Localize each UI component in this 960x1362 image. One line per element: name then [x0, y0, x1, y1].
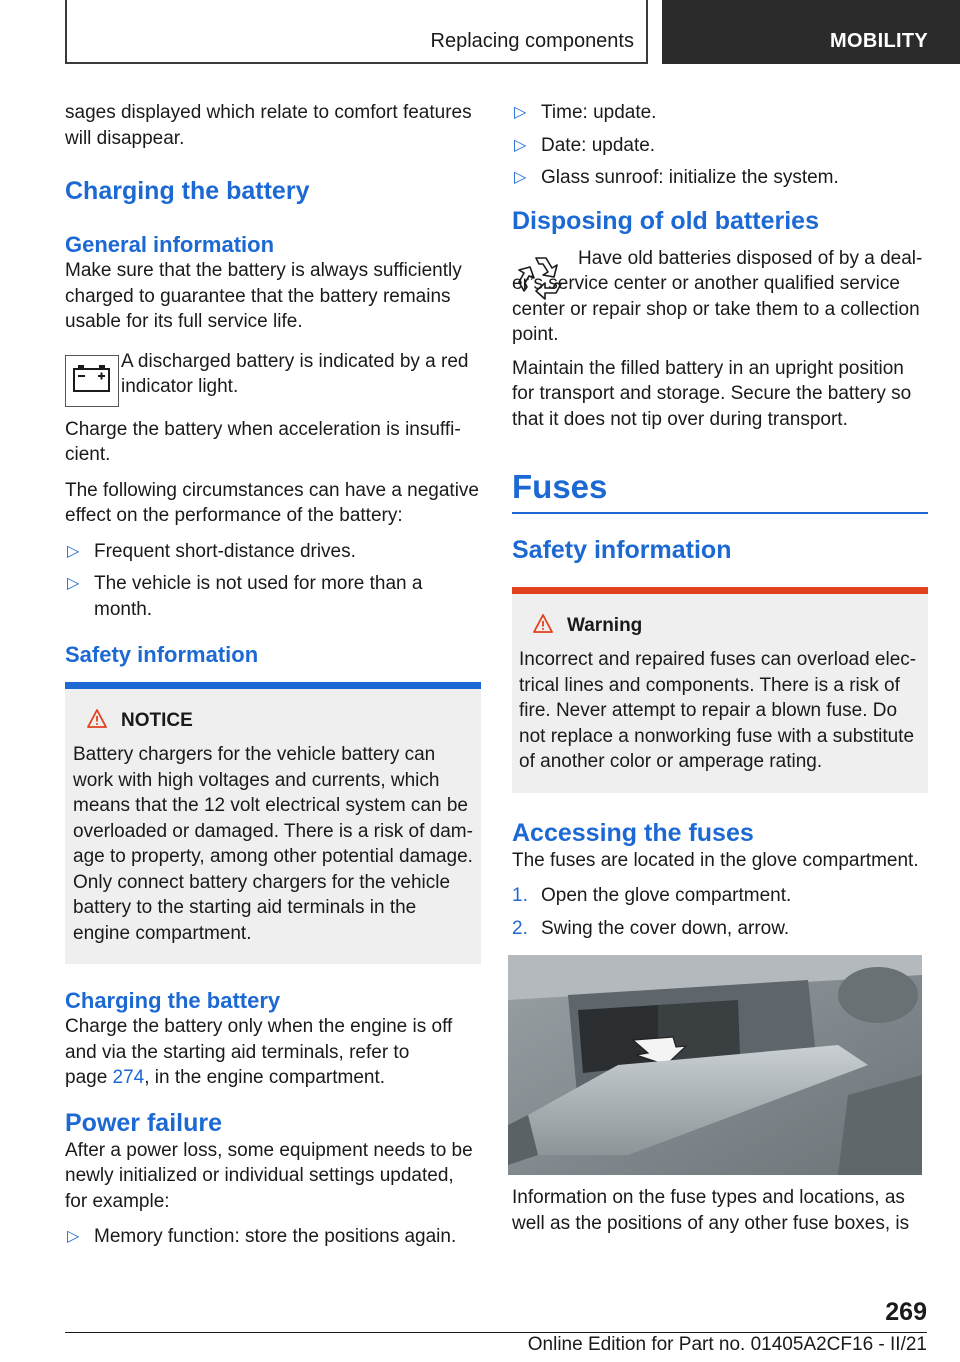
circumstances-list [65, 539, 481, 623]
list-item: ▷ Glass sunroof: initialize the system. [512, 165, 928, 191]
heading-safety-information-fuses: Safety information [512, 536, 732, 564]
heading-disposing: Disposing of old batteries [512, 206, 819, 235]
list-item: ▷ Memory function: store the positions again. [65, 1224, 481, 1250]
chapter-tab: MOBILITY [662, 0, 960, 64]
notice-box [65, 689, 481, 964]
footer-divider [65, 1332, 862, 1333]
triangle-bullet-icon: ▷ [67, 542, 80, 560]
warning-text: Incorrect and repaired fuses can overload electrical lines and components. There is a risk of fire. Never attempt to repair a blown fuse. Do not replace a nonworking fuse with a substitute of another color or amperage rating. [519, 649, 917, 772]
maintain-text: Maintain the filled battery in an upright position for transport and storage. Secure the battery so that it does not tip over during transport. [512, 357, 912, 430]
list-item: 2. Swing the cover down, arrow. [512, 917, 790, 939]
indicator-text: A discharged battery is indicated by a red indicator light. [121, 350, 469, 397]
triangle-bullet-icon: ▷ [67, 575, 80, 592]
dispose-paragraph [512, 246, 928, 348]
triangle-bullet-icon: ▷ [514, 136, 527, 154]
list-item: ▷ The vehicle is not used for more than a month. [67, 573, 423, 620]
footer-divider-right [862, 1332, 927, 1333]
notice-bar [65, 682, 481, 689]
steps-list [512, 883, 928, 941]
heading-general-information: General information [65, 232, 275, 257]
warning-bar [512, 587, 928, 594]
right-column [512, 100, 928, 1246]
notice-title: NOTICE [121, 710, 193, 731]
recycle-icon [512, 248, 572, 308]
section-title: Replacing components [65, 0, 648, 64]
warning-box [512, 594, 928, 793]
notice-text: Battery chargers for the vehicle battery can work with high voltages and currents, which means that the 12 volt electrical system can be overloaded or damaged. There is a risk of damage to property, among other potential damage. Only connect battery chargers for the vehicle battery to the starting aid terminals in the engine compartment. [73, 744, 473, 944]
list-item: ▷ Frequent short-distance drives. [65, 539, 481, 565]
heading-fuses: Fuses [512, 468, 928, 514]
list-item: ▷ Time: update. [512, 100, 928, 126]
glove-compartment-image [508, 955, 928, 1175]
list-item: 1. Open the glove compartment. [512, 885, 792, 906]
page-number: 269 [885, 1298, 927, 1326]
power-list-continued [512, 100, 928, 191]
warning-triangle-icon [87, 709, 109, 734]
edition-text: Online Edition for Part no. 01405A2CF16 - II/21 [527, 1334, 927, 1355]
page-link[interactable]: 274 [112, 1067, 145, 1088]
circumstances-text: The following circumstances can have a negative effect on the performance of the battery: [65, 479, 480, 526]
battery-icon [65, 355, 119, 407]
heading-power-failure: Power failure [65, 1108, 222, 1137]
accessing-text: The fuses are located in the glove compartment. [512, 849, 919, 871]
left-column [65, 100, 481, 1258]
list-item: ▷ Date: update. [512, 133, 928, 159]
warning-triangle-icon [533, 614, 555, 639]
fuse-info-text: Information on the fuse types and locations, as well as the positions of any other fuse boxes, is [512, 1187, 910, 1234]
heading-accessing-fuses: Accessing the fuses [512, 818, 754, 847]
heading-charging-battery: Charging the battery [65, 177, 310, 205]
page-header [0, 0, 960, 66]
dispose-text: Have old batteries disposed of by a dealer’s service center or another qualified service center or repair shop or take them to a collection point. [512, 247, 923, 345]
charge-when-text: Charge the battery when acceleration is insufficient. [65, 418, 461, 465]
indicator-note [65, 349, 481, 405]
triangle-bullet-icon: ▷ [67, 1228, 80, 1245]
power-text: After a power loss, some equipment needs to be newly initialized or individual settings updated, for example: [65, 1139, 473, 1212]
warning-title: Warning [567, 615, 643, 636]
power-list [65, 1224, 481, 1250]
heading-charging-battery-2: Charging the battery [65, 988, 281, 1013]
intro-text: sages displayed which relate to comfort features will disappear. [65, 102, 472, 149]
triangle-bullet-icon: ▷ [514, 104, 527, 121]
charge-instructions: Charge the battery only when the engine is off and via the starting aid terminals, refer to page 274, in the engine compartment. [65, 1016, 453, 1088]
general-text: Make sure that the battery is always sufficiently charged to guarantee that the battery remains usable for its full service life. [65, 260, 462, 332]
triangle-bullet-icon: ▷ [514, 169, 527, 186]
heading-safety-information: Safety information [65, 642, 259, 667]
